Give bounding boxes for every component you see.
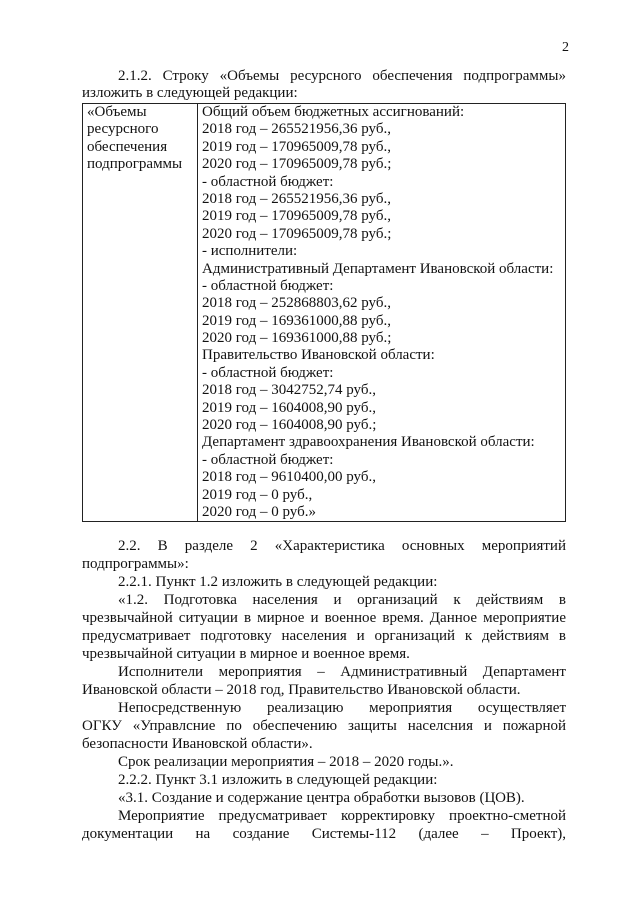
body-line: Мероприятие предусматривает корректировку проектно-сметной <box>118 808 566 824</box>
resource-table <box>82 103 566 522</box>
body-line: ОГКУ «Управлсние по обеспечению защиты населсния и пожарной <box>82 718 566 734</box>
body-line: 2.2.1. Пункт 1.2 изложить в следующей редакции: <box>118 574 438 590</box>
value-line: 2019 год – 1604008,90 руб., <box>202 399 376 416</box>
value-line: 2019 год – 169361000,88 руб., <box>202 312 391 329</box>
body-line: «3.1. Создание и содержание центра обработки вызовов (ЦОВ). <box>118 790 525 806</box>
value-line: 2018 год – 265521956,36 руб., <box>202 121 391 138</box>
body-line: подпрограммы»: <box>82 556 189 572</box>
value-line: - областной бюджет: <box>202 277 334 294</box>
value-line: - областной бюджет: <box>202 451 334 468</box>
body-line: чрезвычайной ситуации в мирное и военное время. <box>82 646 410 662</box>
label-line: ресурсного <box>87 121 159 138</box>
body-line: 2.2. В разделе 2 «Характеристика основных мероприятий <box>118 538 566 554</box>
value-line: 2020 год – 170965009,78 руб.; <box>202 225 392 242</box>
value-line: - исполнители: <box>202 243 298 260</box>
value-line: - областной бюджет: <box>202 364 334 381</box>
page-number: 2 <box>562 40 569 55</box>
label-line: «Объемы <box>87 104 147 120</box>
value-line: - областной бюджет: <box>202 173 334 190</box>
body-line: документации на создание Системы-112 (далее – Проект), <box>82 826 566 842</box>
value-line: 2018 год – 9610400,00 руб., <box>202 469 376 486</box>
body-line: Ивановской области – 2018 год, Правительство Ивановской области. <box>82 682 521 698</box>
table-label-cell <box>83 104 198 522</box>
body-line: «1.2. Подготовка населения и организаций к действиям в <box>118 592 566 608</box>
body-line: безопасности Ивановской области». <box>82 736 313 752</box>
value-line: 2018 год – 265521956,36 руб., <box>202 190 391 207</box>
body-line: Непосредственную реализацию мероприятия осуществляет <box>118 700 566 716</box>
body-line: предусматривает подготовку населения и организаций к действиям в <box>82 628 566 644</box>
body-line: 2.2.2. Пункт 3.1 изложить в следующей редакции: <box>118 772 438 788</box>
intro-line-2: изложить в следующей редакции: <box>82 85 298 101</box>
body-line: Исполнители мероприятия – Административный Департамент <box>118 664 566 680</box>
value-line: 2018 год – 3042752,74 руб., <box>202 382 376 399</box>
value-line: 2020 год – 170965009,78 руб.; <box>202 156 392 173</box>
intro-line-1: 2.1.2. Строку «Объемы ресурсного обеспечения подпрограммы» <box>118 68 566 84</box>
value-line: 2020 год – 169361000,88 руб.; <box>202 330 392 347</box>
table-value-cell <box>198 104 566 522</box>
value-line: Правительство Ивановской области: <box>202 347 435 364</box>
value-line: Административный Департамент Ивановской области: <box>202 260 554 277</box>
value-line: 2019 год – 0 руб., <box>202 486 313 503</box>
value-line: Общий объем бюджетных ассигнований: <box>202 104 465 120</box>
value-line: 2019 год – 170965009,78 руб., <box>202 208 391 225</box>
label-line: обеспечения <box>87 138 168 155</box>
value-line: 2019 год – 170965009,78 руб., <box>202 138 391 155</box>
label-line: подпрограммы <box>87 156 183 173</box>
value-line: 2018 год – 252868803,62 руб., <box>202 295 391 312</box>
body-line: Срок реализации мероприятия – 2018 – 2020 годы.». <box>118 754 454 770</box>
value-line: 2020 год – 0 руб.» <box>202 503 316 520</box>
value-line: Департамент здравоохранения Ивановской области: <box>202 434 535 451</box>
value-line: 2020 год – 1604008,90 руб.; <box>202 417 377 434</box>
body-line: чрезвычайной ситуации в мирное и военное время. Данное мероприятие <box>82 610 566 626</box>
